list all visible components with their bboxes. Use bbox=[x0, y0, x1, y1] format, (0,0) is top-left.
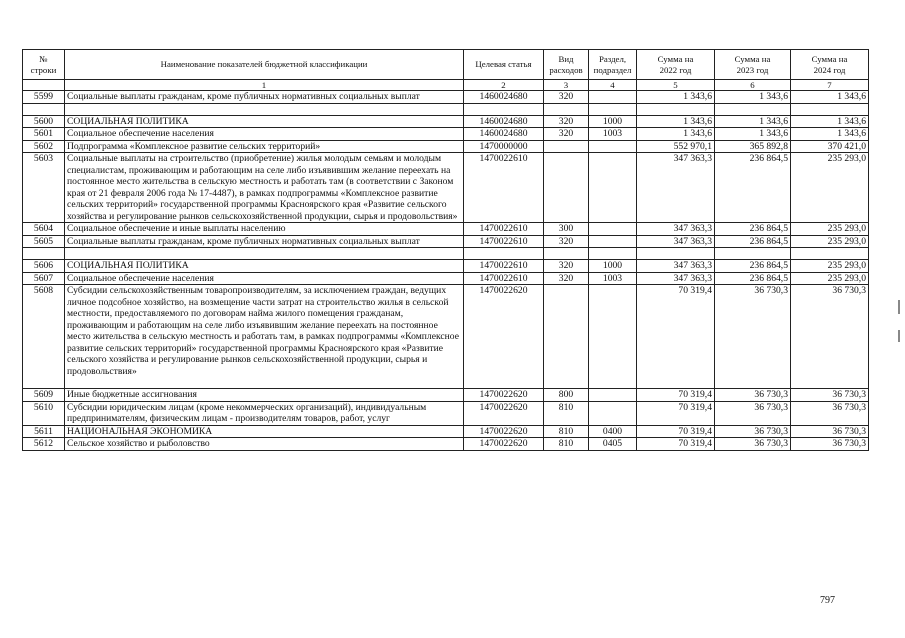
row-expense-type bbox=[544, 285, 589, 389]
spacer-cell bbox=[23, 248, 65, 260]
row-target: 1470022610 bbox=[464, 260, 544, 273]
row-number: 5601 bbox=[23, 128, 65, 141]
spacer-cell bbox=[589, 103, 637, 115]
table-row bbox=[23, 140, 869, 153]
row-target: 1470022610 bbox=[464, 272, 544, 285]
row-name: СОЦИАЛЬНАЯ ПОЛИТИКА bbox=[65, 260, 464, 273]
table-body bbox=[23, 91, 869, 451]
row-name: СОЦИАЛЬНАЯ ПОЛИТИКА bbox=[65, 115, 464, 128]
row-target: 1470022610 bbox=[464, 223, 544, 236]
row-number: 5609 bbox=[23, 389, 65, 402]
row-sum-2024: 36 730,3 bbox=[791, 285, 869, 389]
row-sum-2024: 36 730,3 bbox=[791, 438, 869, 451]
row-expense-type: 810 bbox=[544, 438, 589, 451]
row-target: 1470022620 bbox=[464, 401, 544, 425]
header-name: Наименование показателей бюджетной классификации bbox=[65, 50, 464, 80]
row-name: Социальное обеспечение и иные выплаты населению bbox=[65, 223, 464, 236]
row-sum-2024: 1 343,6 bbox=[791, 128, 869, 141]
column-number: 6 bbox=[715, 80, 791, 91]
row-expense-type bbox=[544, 153, 589, 223]
row-number: 5599 bbox=[23, 91, 65, 104]
row-section bbox=[589, 285, 637, 389]
row-sum-2023: 36 730,3 bbox=[715, 401, 791, 425]
row-target: 1460024680 bbox=[464, 115, 544, 128]
row-expense-type: 300 bbox=[544, 223, 589, 236]
spacer-cell bbox=[791, 103, 869, 115]
row-section: 1000 bbox=[589, 115, 637, 128]
row-sum-2023: 236 864,5 bbox=[715, 153, 791, 223]
spacer-cell bbox=[464, 103, 544, 115]
spacer-row bbox=[23, 248, 869, 260]
row-number: 5607 bbox=[23, 272, 65, 285]
row-sum-2023: 236 864,5 bbox=[715, 235, 791, 248]
column-number-row bbox=[23, 80, 869, 91]
column-number: 5 bbox=[637, 80, 715, 91]
row-section bbox=[589, 389, 637, 402]
row-name: Субсидии сельскохозяйственным товаропроизводителям, за исключением граждан, ведущих личное подсобное хозяйство, на возмещение части затрат на строительство жилья в сельской местности, предоставляемого по договорам найма жилого помещения гражданам, проживающим и работающим на селе либо изъявившим желание переехать на постоянное место жительства в сельскую местность и работать там, в рамках подпрограммы «Комплексное развитие сельских территорий» государственной программы Красноярского края «Развитие сельского хозяйства и регулирование рынков сельскохозяйственной продукции, сырья и продовольствия» bbox=[65, 285, 464, 389]
row-number: 5608 bbox=[23, 285, 65, 389]
table-row bbox=[23, 115, 869, 128]
scan-edge-mark bbox=[898, 330, 900, 342]
row-sum-2022: 1 343,6 bbox=[637, 91, 715, 104]
table-row bbox=[23, 285, 869, 389]
row-expense-type: 320 bbox=[544, 235, 589, 248]
header-section: Раздел, подраздел bbox=[589, 50, 637, 80]
row-name: Социальные выплаты гражданам, кроме публичных нормативных социальных выплат bbox=[65, 235, 464, 248]
row-number: 5602 bbox=[23, 140, 65, 153]
row-sum-2023: 1 343,6 bbox=[715, 91, 791, 104]
row-name: Социальное обеспечение населения bbox=[65, 128, 464, 141]
table-row bbox=[23, 128, 869, 141]
row-number: 5600 bbox=[23, 115, 65, 128]
spacer-cell bbox=[65, 103, 464, 115]
header-row bbox=[23, 50, 869, 80]
row-target: 1470022610 bbox=[464, 235, 544, 248]
row-sum-2022: 347 363,3 bbox=[637, 223, 715, 236]
row-sum-2024: 235 293,0 bbox=[791, 235, 869, 248]
row-number: 5612 bbox=[23, 438, 65, 451]
header-sum-2022: Сумма на 2022 год bbox=[637, 50, 715, 80]
row-sum-2023: 36 730,3 bbox=[715, 389, 791, 402]
row-target: 1470022620 bbox=[464, 438, 544, 451]
row-sum-2023: 1 343,6 bbox=[715, 128, 791, 141]
row-sum-2024: 36 730,3 bbox=[791, 401, 869, 425]
row-section: 0400 bbox=[589, 425, 637, 438]
row-sum-2023: 36 730,3 bbox=[715, 425, 791, 438]
row-sum-2024: 235 293,0 bbox=[791, 272, 869, 285]
row-expense-type: 810 bbox=[544, 425, 589, 438]
row-name: Социальное обеспечение населения bbox=[65, 272, 464, 285]
row-sum-2022: 1 343,6 bbox=[637, 115, 715, 128]
row-name: Подпрограмма «Комплексное развитие сельских территорий» bbox=[65, 140, 464, 153]
spacer-cell bbox=[589, 248, 637, 260]
row-sum-2024: 36 730,3 bbox=[791, 425, 869, 438]
row-section: 1003 bbox=[589, 128, 637, 141]
column-number: 3 bbox=[544, 80, 589, 91]
row-name: Социальные выплаты на строительство (приобретение) жилья молодым семьям и молодым специалистам, проживающим и работающим на селе либо изъявившим желание переехать на постоянное место жительства в сельскую местность и работать там (в соответствии с Законом края от 21 февраля 2006 года № 17-4487), в рамках подпрограммы «Комплексное развитие сельских территорий» государственной программы Красноярского края «Развитие сельского хозяйства и регулирование рынков сельскохозяйственной продукции, сырья и продовольствия» bbox=[65, 153, 464, 223]
row-expense-type: 810 bbox=[544, 401, 589, 425]
row-name: Субсидии юридическим лицам (кроме некоммерческих организаций), индивидуальным предпринимателям, физическим лицам - производителям товаров, работ, услуг bbox=[65, 401, 464, 425]
row-sum-2022: 347 363,3 bbox=[637, 260, 715, 273]
row-number: 5603 bbox=[23, 153, 65, 223]
row-number: 5606 bbox=[23, 260, 65, 273]
table-row bbox=[23, 91, 869, 104]
row-name: Иные бюджетные ассигнования bbox=[65, 389, 464, 402]
row-section: 1000 bbox=[589, 260, 637, 273]
scan-edge-mark bbox=[898, 300, 900, 314]
row-section: 0405 bbox=[589, 438, 637, 451]
row-expense-type: 320 bbox=[544, 128, 589, 141]
header-sum-2024: Сумма на 2024 год bbox=[791, 50, 869, 80]
row-section bbox=[589, 401, 637, 425]
row-number: 5611 bbox=[23, 425, 65, 438]
table-row bbox=[23, 260, 869, 273]
row-section bbox=[589, 153, 637, 223]
row-expense-type: 320 bbox=[544, 91, 589, 104]
row-sum-2022: 347 363,3 bbox=[637, 235, 715, 248]
spacer-cell bbox=[791, 248, 869, 260]
row-section bbox=[589, 140, 637, 153]
header-row-no: № строки bbox=[23, 50, 65, 80]
spacer-cell bbox=[65, 248, 464, 260]
row-sum-2024: 1 343,6 bbox=[791, 115, 869, 128]
row-target: 1470022620 bbox=[464, 389, 544, 402]
table-row bbox=[23, 425, 869, 438]
header-sum-2023: Сумма на 2023 год bbox=[715, 50, 791, 80]
row-sum-2022: 347 363,3 bbox=[637, 153, 715, 223]
column-number: 2 bbox=[464, 80, 544, 91]
row-sum-2022: 552 970,1 bbox=[637, 140, 715, 153]
row-target: 1470022620 bbox=[464, 285, 544, 389]
spacer-cell bbox=[464, 248, 544, 260]
spacer-cell bbox=[23, 103, 65, 115]
row-expense-type: 320 bbox=[544, 272, 589, 285]
spacer-cell bbox=[637, 103, 715, 115]
row-sum-2023: 236 864,5 bbox=[715, 223, 791, 236]
row-expense-type: 800 bbox=[544, 389, 589, 402]
row-sum-2024: 36 730,3 bbox=[791, 389, 869, 402]
spacer-row bbox=[23, 103, 869, 115]
row-number: 5605 bbox=[23, 235, 65, 248]
table-row bbox=[23, 438, 869, 451]
row-sum-2023: 36 730,3 bbox=[715, 438, 791, 451]
table-row bbox=[23, 389, 869, 402]
row-target: 1460024680 bbox=[464, 91, 544, 104]
page-number: 797 bbox=[820, 595, 835, 606]
row-sum-2023: 1 343,6 bbox=[715, 115, 791, 128]
spacer-cell bbox=[715, 103, 791, 115]
row-sum-2024: 235 293,0 bbox=[791, 260, 869, 273]
row-number: 5610 bbox=[23, 401, 65, 425]
table-row bbox=[23, 272, 869, 285]
row-expense-type bbox=[544, 140, 589, 153]
row-expense-type: 320 bbox=[544, 260, 589, 273]
column-number bbox=[23, 80, 65, 91]
row-name: Социальные выплаты гражданам, кроме публичных нормативных социальных выплат bbox=[65, 91, 464, 104]
row-sum-2022: 347 363,3 bbox=[637, 272, 715, 285]
row-sum-2023: 365 892,8 bbox=[715, 140, 791, 153]
spacer-cell bbox=[715, 248, 791, 260]
row-sum-2024: 235 293,0 bbox=[791, 223, 869, 236]
spacer-cell bbox=[637, 248, 715, 260]
row-section: 1003 bbox=[589, 272, 637, 285]
header-expense-type: Вид расходов bbox=[544, 50, 589, 80]
row-sum-2022: 70 319,4 bbox=[637, 438, 715, 451]
budget-table bbox=[22, 49, 869, 451]
row-expense-type: 320 bbox=[544, 115, 589, 128]
table-row bbox=[23, 235, 869, 248]
column-number: 4 bbox=[589, 80, 637, 91]
row-target: 1470022620 bbox=[464, 425, 544, 438]
row-target: 1460024680 bbox=[464, 128, 544, 141]
spacer-cell bbox=[544, 248, 589, 260]
table-row bbox=[23, 153, 869, 223]
row-name: НАЦИОНАЛЬНАЯ ЭКОНОМИКА bbox=[65, 425, 464, 438]
row-sum-2023: 236 864,5 bbox=[715, 272, 791, 285]
row-sum-2024: 370 421,0 bbox=[791, 140, 869, 153]
column-number: 7 bbox=[791, 80, 869, 91]
row-target: 1470022610 bbox=[464, 153, 544, 223]
row-sum-2022: 70 319,4 bbox=[637, 285, 715, 389]
column-number: 1 bbox=[65, 80, 464, 91]
row-sum-2022: 70 319,4 bbox=[637, 425, 715, 438]
row-section bbox=[589, 235, 637, 248]
row-sum-2024: 235 293,0 bbox=[791, 153, 869, 223]
row-target: 1470000000 bbox=[464, 140, 544, 153]
header-target: Целевая статья bbox=[464, 50, 544, 80]
spacer-cell bbox=[544, 103, 589, 115]
row-sum-2023: 236 864,5 bbox=[715, 260, 791, 273]
row-sum-2022: 70 319,4 bbox=[637, 389, 715, 402]
row-sum-2022: 1 343,6 bbox=[637, 128, 715, 141]
row-section bbox=[589, 223, 637, 236]
row-section bbox=[589, 91, 637, 104]
row-number: 5604 bbox=[23, 223, 65, 236]
table-row bbox=[23, 223, 869, 236]
table-row bbox=[23, 401, 869, 425]
row-sum-2022: 70 319,4 bbox=[637, 401, 715, 425]
row-sum-2024: 1 343,6 bbox=[791, 91, 869, 104]
row-name: Сельское хозяйство и рыболовство bbox=[65, 438, 464, 451]
row-sum-2023: 36 730,3 bbox=[715, 285, 791, 389]
